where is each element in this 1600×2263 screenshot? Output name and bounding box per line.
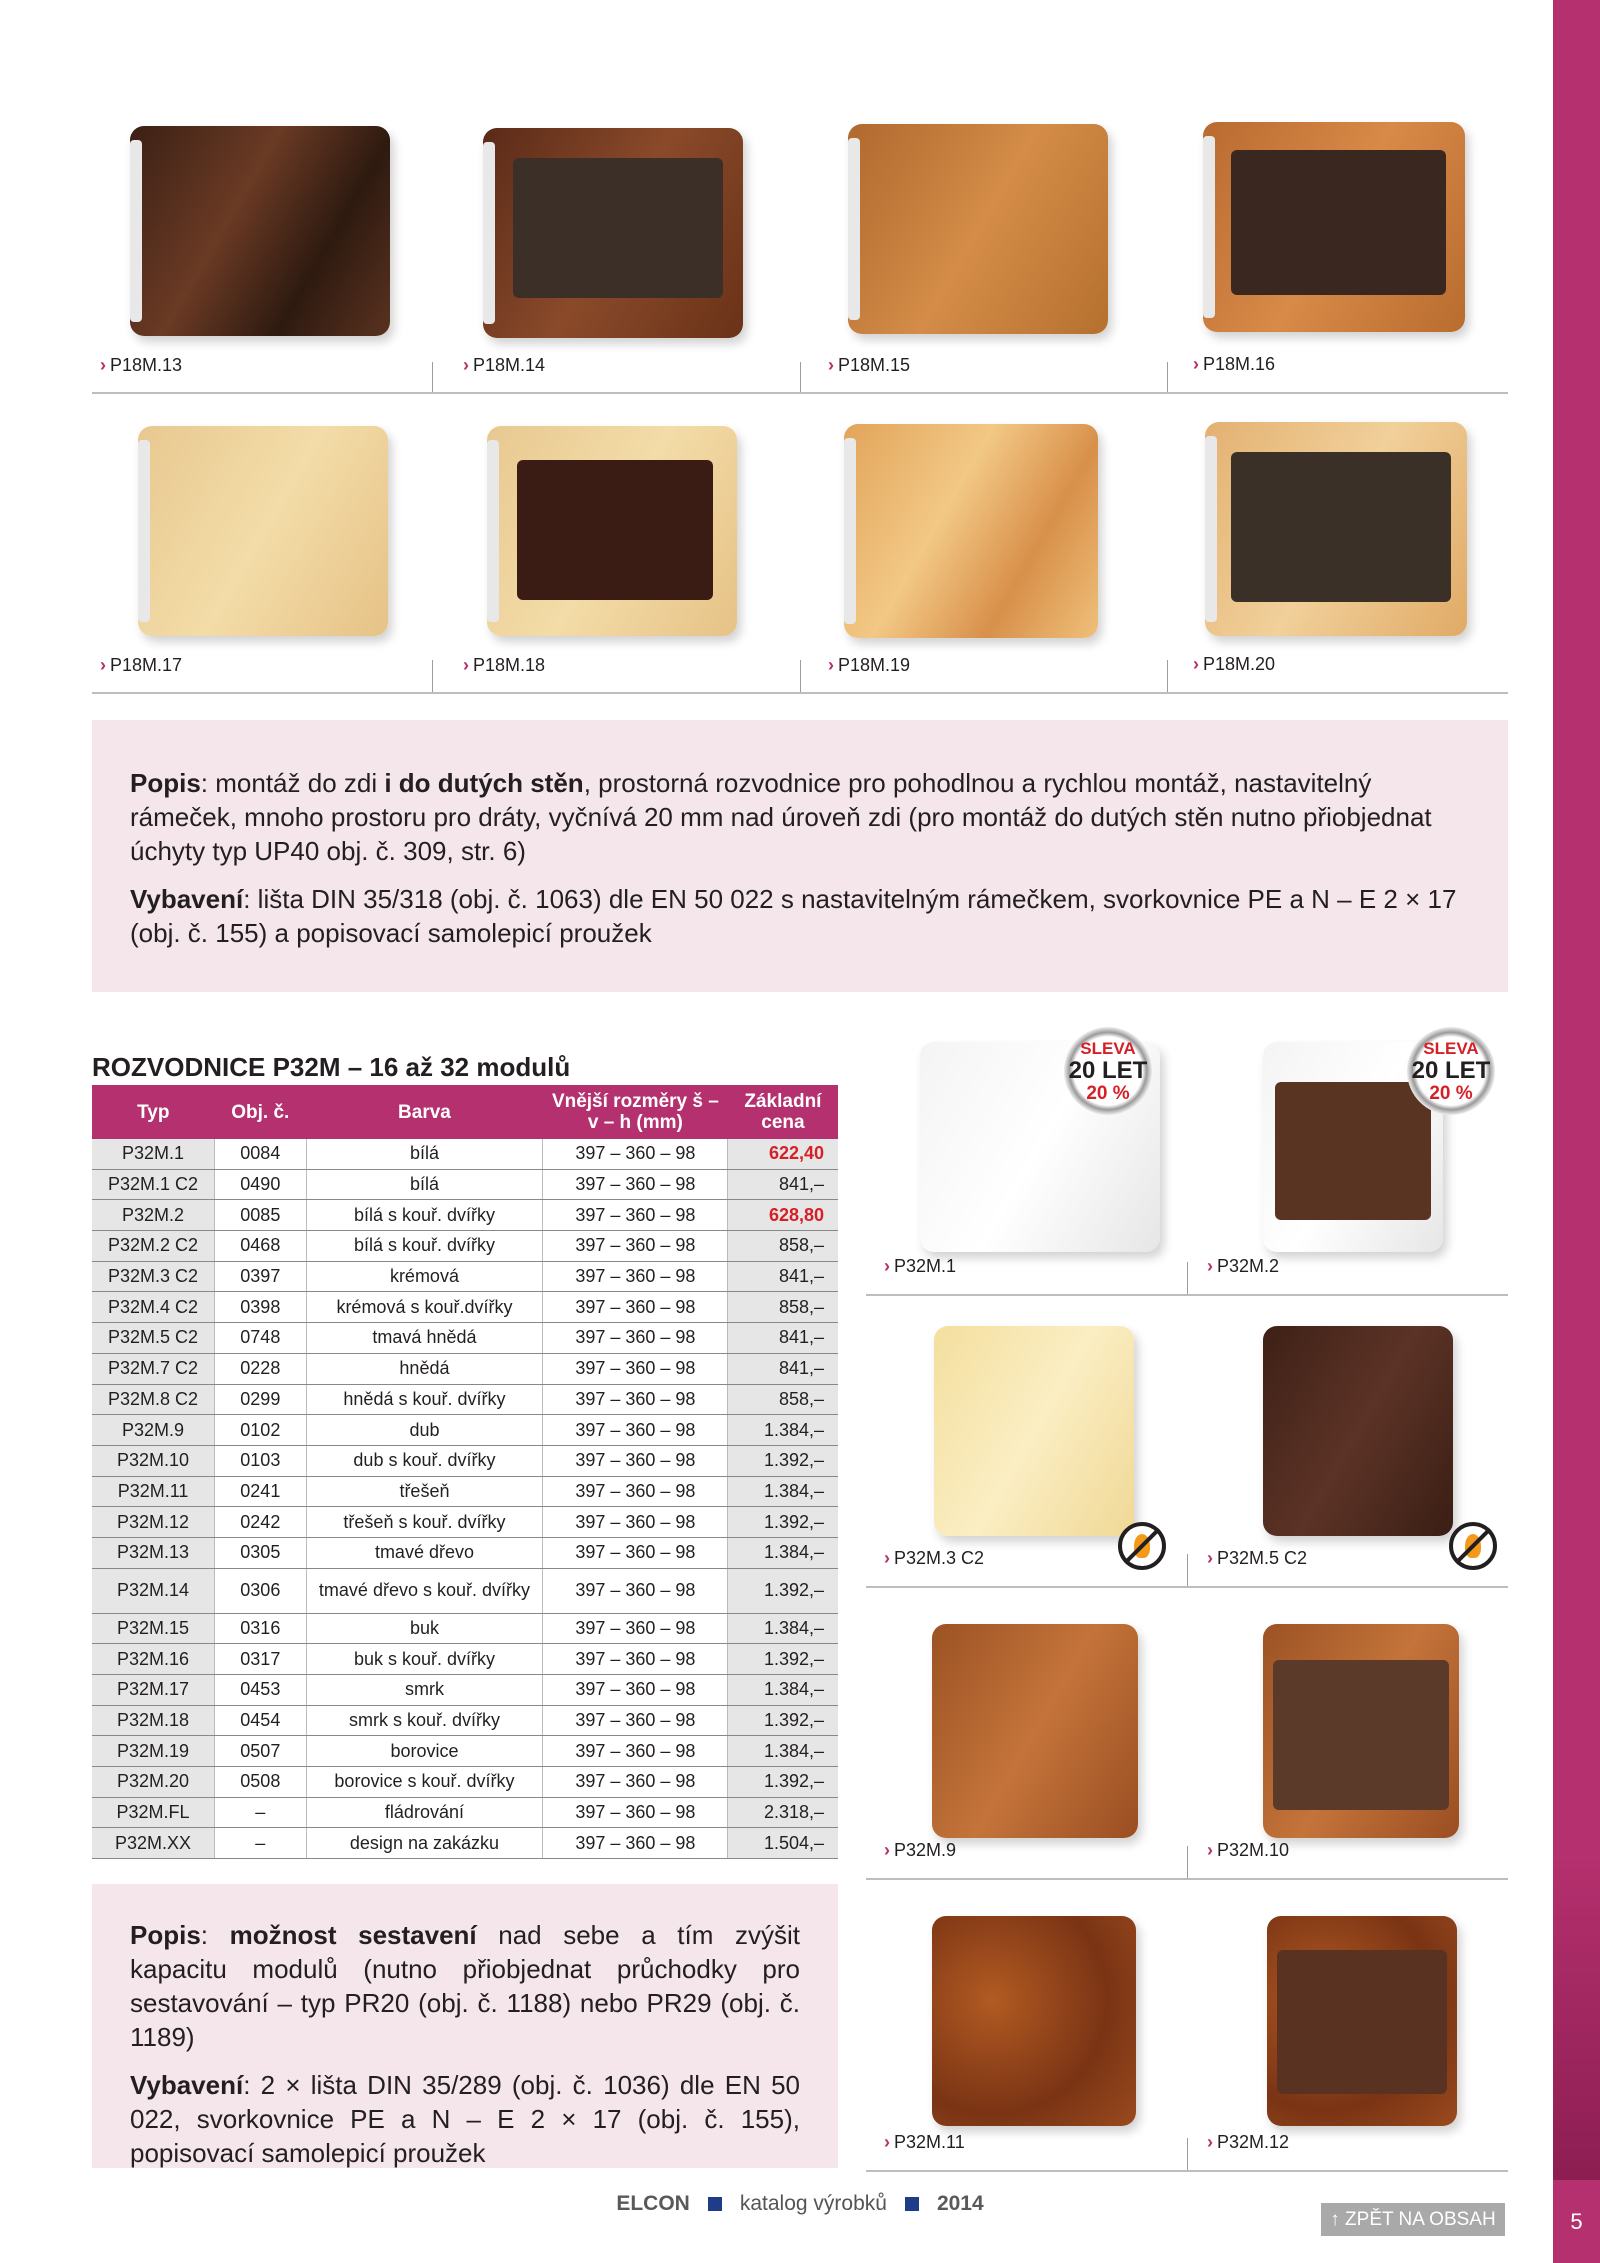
table-cell: P32M.10 <box>92 1445 215 1476</box>
side-strip <box>1553 0 1600 2180</box>
table-cell: 397 – 360 – 98 <box>543 1445 728 1476</box>
table-cell: bílá <box>306 1139 543 1169</box>
table-cell: 1.384,– <box>728 1736 838 1767</box>
product-caption: › P32M.5 C2 <box>1207 1548 1308 1568</box>
product-tile <box>463 420 763 675</box>
table-cell: 0508 <box>215 1767 306 1798</box>
product-caption: › P18M.18 <box>463 655 546 675</box>
product-caption: › P18M.20 <box>1193 654 1276 674</box>
table-cell: smrk s kouř. dvířky <box>306 1705 543 1736</box>
table-cell: 0453 <box>215 1675 306 1706</box>
table-cell: 0103 <box>215 1445 306 1476</box>
product-caption: › P18M.17 <box>100 655 183 675</box>
table-cell: 1.392,– <box>728 1767 838 1798</box>
table-cell: 1.392,– <box>728 1568 838 1613</box>
table-cell: 622,40 <box>728 1139 838 1169</box>
column-divider <box>1187 1262 1188 1294</box>
equipment-text: Vybavení: lišta DIN 35/318 (obj. č. 1063) dle EN 50 022 s nastavitelným rámečkem, svorkovnice PE a N – E 2 × 17 (obj. č. 155) a popisovací samolepicí proužek <box>130 884 1457 948</box>
table-header-row <box>92 1085 838 1139</box>
table-title: ROZVODNICE P32M – 16 až 32 modulů <box>92 1052 571 1082</box>
column-divider <box>432 660 433 692</box>
table-cell: 397 – 360 – 98 <box>543 1767 728 1798</box>
table-row <box>92 1644 838 1675</box>
row-divider <box>92 392 1508 394</box>
table-cell: design na zakázku <box>306 1828 543 1859</box>
discount-badge: SLEVA 20 LET 20 % <box>1407 1027 1495 1115</box>
product-image <box>130 126 390 336</box>
table-cell: tmavá hnědá <box>306 1323 543 1354</box>
table-cell: 0468 <box>215 1231 306 1262</box>
product-tile <box>866 1030 1186 1290</box>
column-divider <box>1187 1554 1188 1586</box>
product-image <box>848 124 1108 334</box>
table-cell: P32M.14 <box>92 1568 215 1613</box>
table-cell: fládrování <box>306 1797 543 1828</box>
product-image <box>932 1916 1136 2126</box>
table-cell: 1.392,– <box>728 1705 838 1736</box>
table-cell: 0454 <box>215 1705 306 1736</box>
product-tile <box>100 120 400 375</box>
table-cell: hnědá <box>306 1353 543 1384</box>
header-cell: Základní cena <box>728 1085 838 1139</box>
header-cell: Vnější rozměry š – v – h (mm) <box>543 1085 728 1139</box>
product-tile <box>1189 1614 1509 1874</box>
table-cell: tmavé dřevo <box>306 1537 543 1568</box>
description-text: Popis: montáž do zdi i do dutých stěn, prostorná rozvodnice pro pohodlnou a rychlou montáž, nastavitelný rámeček, mnoho prostoru pro dráty, vyčnívá 20 mm nad úroveň zdi (pro montáž do dutých stěn nutno přiobjednat úchyty typ UP40 obj. č. 309, str. 6) <box>130 768 1432 866</box>
product-caption: › P18M.16 <box>1193 354 1276 374</box>
product-tile <box>866 1316 1186 1576</box>
table-cell: 0507 <box>215 1736 306 1767</box>
table-cell: 841,– <box>728 1323 838 1354</box>
table-cell: 397 – 360 – 98 <box>543 1200 728 1231</box>
table-cell: borovice s kouř. dvířky <box>306 1767 543 1798</box>
table-cell: 397 – 360 – 98 <box>543 1828 728 1859</box>
product-tile <box>828 420 1128 675</box>
table-cell: 397 – 360 – 98 <box>543 1568 728 1613</box>
footer-catalog: katalog výrobků <box>739 2192 887 2215</box>
header-cell: Barva <box>306 1085 543 1139</box>
table-row <box>92 1767 838 1798</box>
product-image <box>934 1326 1134 1536</box>
table-row <box>92 1537 838 1568</box>
product-caption: › P32M.3 C2 <box>884 1548 985 1568</box>
product-caption: › P18M.19 <box>828 655 911 675</box>
table-cell: 0397 <box>215 1261 306 1292</box>
table-cell: 0242 <box>215 1507 306 1538</box>
description-text: Popis: možnost sestavení nad sebe a tím zvýšit kapacitu modulů (nutno přiobjednat průchodky pro sestavování – typ PR20 (obj. č. 1188) nebo PR29 (obj. č. 1189) <box>130 1920 800 2052</box>
product-image <box>1203 122 1465 332</box>
row-divider <box>866 1878 1508 1880</box>
equipment-text: Vybavení: 2 × lišta DIN 35/289 (obj. č. 1036) dle EN 50 022, svorkovnice PE a N – E 2 × 17 (obj. č. 155), popisovací samolepicí proužek <box>130 2070 800 2168</box>
table-cell: bílá <box>306 1169 543 1200</box>
table-cell: dub s kouř. dvířky <box>306 1445 543 1476</box>
table-cell: 1.392,– <box>728 1507 838 1538</box>
table-cell: tmavé dřevo s kouř. dvířky <box>306 1568 543 1613</box>
table-row <box>92 1261 838 1292</box>
table-row <box>92 1736 838 1767</box>
product-image <box>138 426 388 636</box>
product-image <box>1267 1916 1457 2126</box>
table-cell: 397 – 360 – 98 <box>543 1613 728 1644</box>
table-cell: krémová <box>306 1261 543 1292</box>
info-box <box>92 720 1508 992</box>
table-cell: P32M.2 <box>92 1200 215 1231</box>
product-tile <box>866 1614 1186 1874</box>
table-row <box>92 1507 838 1538</box>
table-cell: 1.384,– <box>728 1476 838 1507</box>
table-row <box>92 1415 838 1446</box>
table-cell: 397 – 360 – 98 <box>543 1353 728 1384</box>
table-cell: P32M.2 C2 <box>92 1231 215 1262</box>
table-cell: borovice <box>306 1736 543 1767</box>
table-cell: 0305 <box>215 1537 306 1568</box>
table-row <box>92 1445 838 1476</box>
table-cell: 397 – 360 – 98 <box>543 1537 728 1568</box>
table-cell: 397 – 360 – 98 <box>543 1261 728 1292</box>
table-cell: P32M.16 <box>92 1644 215 1675</box>
product-tile <box>1189 1030 1509 1290</box>
table-row <box>92 1292 838 1323</box>
table-row <box>92 1139 838 1169</box>
fire-safety-icon <box>1118 1522 1166 1570</box>
table-cell: krémová s kouř.dvířky <box>306 1292 543 1323</box>
table-cell: 0317 <box>215 1644 306 1675</box>
table-cell: 0398 <box>215 1292 306 1323</box>
table-cell: P32M.8 C2 <box>92 1384 215 1415</box>
column-divider <box>1187 2138 1188 2170</box>
column-divider <box>1167 660 1168 692</box>
table-cell: P32M.7 C2 <box>92 1353 215 1384</box>
table-cell: bílá s kouř. dvířky <box>306 1231 543 1262</box>
price-table <box>92 1085 838 1859</box>
header-cell: Obj. č. <box>215 1085 306 1139</box>
table-cell: P32M.18 <box>92 1705 215 1736</box>
table-cell: 397 – 360 – 98 <box>543 1797 728 1828</box>
header-cell: Typ <box>92 1085 215 1139</box>
product-tile <box>1189 1906 1509 2166</box>
table-cell: P32M.1 <box>92 1139 215 1169</box>
table-row <box>92 1323 838 1354</box>
table-row <box>92 1476 838 1507</box>
table-cell: 397 – 360 – 98 <box>543 1476 728 1507</box>
product-caption: › P18M.15 <box>828 355 911 375</box>
table-cell: 841,– <box>728 1353 838 1384</box>
table-cell: 1.392,– <box>728 1644 838 1675</box>
product-tile <box>866 1906 1186 2166</box>
table-cell: 1.384,– <box>728 1415 838 1446</box>
discount-badge: SLEVA 20 LET 20 % <box>1064 1027 1152 1115</box>
column-divider <box>800 660 801 692</box>
table-cell: 0085 <box>215 1200 306 1231</box>
table-cell: P32M.9 <box>92 1415 215 1446</box>
table-cell: smrk <box>306 1675 543 1706</box>
table-cell: 0299 <box>215 1384 306 1415</box>
product-caption: › P32M.1 <box>884 1256 957 1276</box>
table-cell: P32M.12 <box>92 1507 215 1538</box>
product-caption: › P32M.2 <box>1207 1256 1280 1276</box>
row-divider <box>92 692 1508 694</box>
table-row <box>92 1568 838 1613</box>
table-cell: P32M.17 <box>92 1675 215 1706</box>
table-cell: 1.504,– <box>728 1828 838 1859</box>
table-cell: P32M.11 <box>92 1476 215 1507</box>
product-image <box>1263 1326 1453 1536</box>
product-caption: › P32M.10 <box>1207 1840 1290 1860</box>
product-image <box>932 1624 1138 1838</box>
table-row <box>92 1169 838 1200</box>
product-image <box>1263 1624 1459 1838</box>
table-cell: třešeň <box>306 1476 543 1507</box>
table-cell: 0084 <box>215 1139 306 1169</box>
table-cell: 1.384,– <box>728 1675 838 1706</box>
page-number: 5 <box>1553 2180 1600 2263</box>
product-tile <box>1193 118 1493 374</box>
product-caption: › P32M.12 <box>1207 2132 1290 2152</box>
table-cell: 397 – 360 – 98 <box>543 1736 728 1767</box>
product-image <box>483 128 743 338</box>
table-cell: 0316 <box>215 1613 306 1644</box>
table-cell: P32M.13 <box>92 1537 215 1568</box>
table-cell: 2.318,– <box>728 1797 838 1828</box>
table-row <box>92 1828 838 1859</box>
table-cell: buk <box>306 1613 543 1644</box>
product-image <box>1205 422 1467 636</box>
table-cell: hnědá s kouř. dvířky <box>306 1384 543 1415</box>
table-cell: 397 – 360 – 98 <box>543 1231 728 1262</box>
product-caption: › P18M.13 <box>100 355 183 375</box>
table-row <box>92 1675 838 1706</box>
product-tile <box>828 120 1128 375</box>
column-divider <box>1167 362 1168 392</box>
table-cell: 0306 <box>215 1568 306 1613</box>
product-caption: › P32M.11 <box>884 2132 965 2152</box>
table-cell: dub <box>306 1415 543 1446</box>
table-cell: P32M.19 <box>92 1736 215 1767</box>
table-cell: bílá s kouř. dvířky <box>306 1200 543 1231</box>
table-row <box>92 1231 838 1262</box>
info-box <box>92 1884 838 2168</box>
table-cell: P32M.4 C2 <box>92 1292 215 1323</box>
table-cell: P32M.15 <box>92 1613 215 1644</box>
table-cell: 858,– <box>728 1292 838 1323</box>
row-divider <box>866 1586 1508 1588</box>
column-divider <box>432 362 433 392</box>
product-tile <box>100 420 400 675</box>
table-cell: 841,– <box>728 1261 838 1292</box>
table-cell: buk s kouř. dvířky <box>306 1644 543 1675</box>
table-cell: 1.384,– <box>728 1613 838 1644</box>
table-cell: 0102 <box>215 1415 306 1446</box>
product-image <box>844 424 1098 638</box>
table-row <box>92 1200 838 1231</box>
table-cell: 397 – 360 – 98 <box>543 1384 728 1415</box>
table-row <box>92 1353 838 1384</box>
square-bullet-icon <box>708 2197 722 2211</box>
table-cell: 0241 <box>215 1476 306 1507</box>
table-cell: – <box>215 1828 306 1859</box>
product-caption: › P32M.9 <box>884 1840 957 1860</box>
table-cell: 1.392,– <box>728 1445 838 1476</box>
table-row <box>92 1613 838 1644</box>
table-cell: 0228 <box>215 1353 306 1384</box>
row-divider <box>866 1294 1508 1296</box>
table-cell: 0748 <box>215 1323 306 1354</box>
back-to-contents-button[interactable]: ↑ ZPĚT NA OBSAH <box>1321 2203 1505 2236</box>
footer-brand: ELCON <box>616 2192 690 2215</box>
table-cell: 397 – 360 – 98 <box>543 1415 728 1446</box>
table-row <box>92 1705 838 1736</box>
table-cell: 397 – 360 – 98 <box>543 1507 728 1538</box>
table-cell: 1.384,– <box>728 1537 838 1568</box>
table-cell: 397 – 360 – 98 <box>543 1644 728 1675</box>
table-cell: 397 – 360 – 98 <box>543 1705 728 1736</box>
table-row <box>92 1797 838 1828</box>
product-caption: › P18M.14 <box>463 355 546 375</box>
footer-year: 2014 <box>936 2192 984 2215</box>
table-cell: třešeň s kouř. dvířky <box>306 1507 543 1538</box>
product-image <box>487 426 737 636</box>
table-cell: 858,– <box>728 1384 838 1415</box>
table-cell: – <box>215 1797 306 1828</box>
table-cell: 397 – 360 – 98 <box>543 1169 728 1200</box>
product-tile <box>1189 1316 1509 1576</box>
table-cell: 397 – 360 – 98 <box>543 1139 728 1169</box>
table-cell: P32M.FL <box>92 1797 215 1828</box>
table-cell: 397 – 360 – 98 <box>543 1292 728 1323</box>
column-divider <box>1187 1846 1188 1878</box>
product-tile <box>1193 418 1493 674</box>
table-cell: P32M.5 C2 <box>92 1323 215 1354</box>
table-cell: 397 – 360 – 98 <box>543 1675 728 1706</box>
table-cell: 858,– <box>728 1231 838 1262</box>
table-row <box>92 1384 838 1415</box>
table-cell: 841,– <box>728 1169 838 1200</box>
table-cell: P32M.1 C2 <box>92 1169 215 1200</box>
row-divider <box>866 2170 1508 2172</box>
table-cell: 397 – 360 – 98 <box>543 1323 728 1354</box>
fire-safety-icon <box>1449 1522 1497 1570</box>
column-divider <box>800 362 801 392</box>
table-cell: 0490 <box>215 1169 306 1200</box>
square-bullet-icon <box>905 2197 919 2211</box>
table-cell: 628,80 <box>728 1200 838 1231</box>
table-cell: P32M.XX <box>92 1828 215 1859</box>
table-cell: P32M.20 <box>92 1767 215 1798</box>
product-tile <box>463 120 763 375</box>
table-cell: P32M.3 C2 <box>92 1261 215 1292</box>
